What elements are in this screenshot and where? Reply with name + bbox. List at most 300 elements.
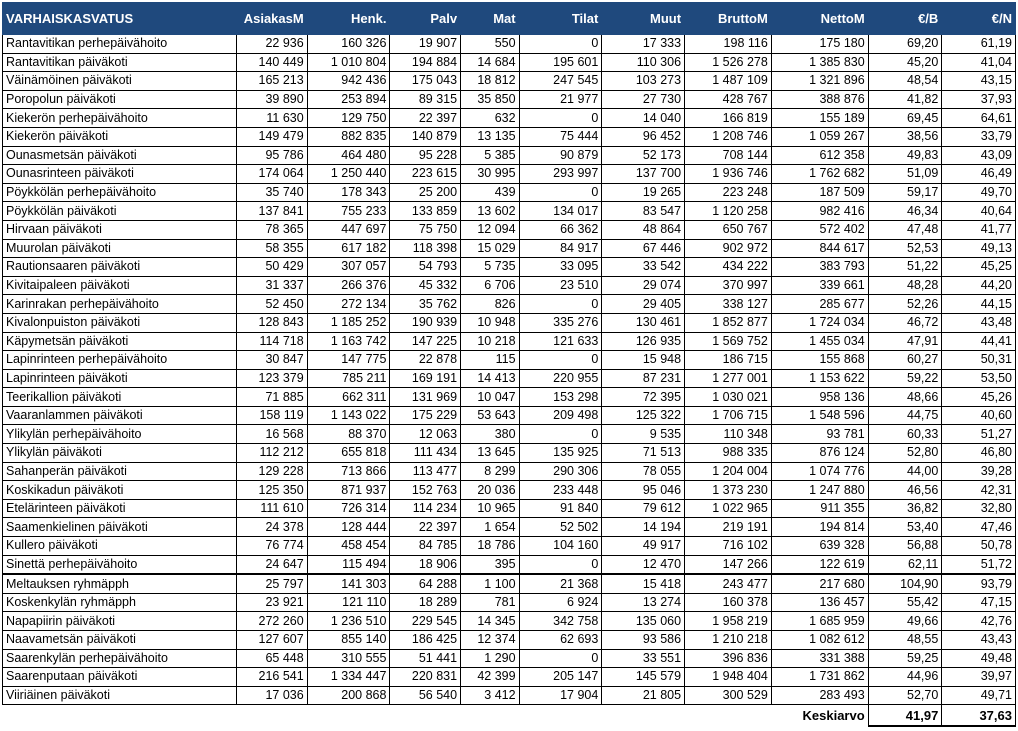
henk-cell: 178 343	[307, 183, 390, 202]
tilat-cell: 135 925	[519, 444, 602, 463]
asiakasm-cell: 127 607	[237, 631, 308, 650]
name-cell: Kivitaipaleen päiväkoti	[3, 276, 237, 295]
table-row	[3, 499, 1016, 518]
henk-cell: 200 868	[307, 686, 390, 705]
bruttom-cell: 166 819	[685, 109, 772, 128]
name-cell: Saamenkielinen päiväkoti	[3, 518, 237, 537]
table-row	[3, 425, 1016, 444]
name-cell: Kiekerön perhepäivähoito	[3, 109, 237, 128]
mat-cell: 1 290	[461, 649, 520, 668]
eur-n-cell: 43,43	[942, 631, 1016, 650]
palv-cell: 175 229	[390, 406, 461, 425]
nettom-cell: 1 321 896	[771, 72, 868, 91]
asiakasm-cell: 50 429	[237, 258, 308, 277]
palv-cell: 229 545	[390, 612, 461, 631]
henk-cell: 266 376	[307, 276, 390, 295]
eur-b-cell: 104,90	[868, 574, 942, 593]
muut-cell: 126 935	[602, 332, 685, 351]
bruttom-cell: 1 204 004	[685, 462, 772, 481]
eur-n-cell: 39,97	[942, 668, 1016, 687]
palv-cell: 223 615	[390, 165, 461, 184]
nettom-cell: 982 416	[771, 202, 868, 221]
mat-cell: 1 100	[461, 574, 520, 593]
palv-cell: 95 228	[390, 146, 461, 165]
palv-cell: 75 750	[390, 220, 461, 239]
tilat-cell: 205 147	[519, 668, 602, 687]
eur-b-cell: 48,55	[868, 631, 942, 650]
eur-n-cell: 43,09	[942, 146, 1016, 165]
name-cell: Rantavitikan perhepäivähoito	[3, 35, 237, 54]
tilat-cell: 134 017	[519, 202, 602, 221]
henk-cell: 464 480	[307, 146, 390, 165]
eur-n-cell: 45,26	[942, 388, 1016, 407]
bruttom-cell: 1 958 219	[685, 612, 772, 631]
eur-b-cell: 51,09	[868, 165, 942, 184]
nettom-cell: 1 385 830	[771, 53, 868, 72]
asiakasm-cell: 128 843	[237, 313, 308, 332]
palv-cell: 19 907	[390, 35, 461, 54]
table-row	[3, 220, 1016, 239]
bruttom-cell: 1 373 230	[685, 481, 772, 500]
mat-cell: 13 135	[461, 127, 520, 146]
eur-b-cell: 38,56	[868, 127, 942, 146]
mat-cell: 632	[461, 109, 520, 128]
palv-cell: 22 397	[390, 109, 461, 128]
palv-cell: 18 906	[390, 555, 461, 574]
mat-cell: 14 345	[461, 612, 520, 631]
eur-b-cell: 52,70	[868, 686, 942, 705]
eur-n-cell: 43,15	[942, 72, 1016, 91]
henk-cell: 1 250 440	[307, 165, 390, 184]
name-cell: Pöykkölän päiväkoti	[3, 202, 237, 221]
palv-cell: 220 831	[390, 668, 461, 687]
asiakasm-cell: 149 479	[237, 127, 308, 146]
eur-n-cell: 49,70	[942, 183, 1016, 202]
palv-cell: 25 200	[390, 183, 461, 202]
asiakasm-cell: 216 541	[237, 668, 308, 687]
col-header-henk: Henk.	[307, 3, 390, 35]
table-row	[3, 444, 1016, 463]
bruttom-cell: 1 120 258	[685, 202, 772, 221]
eur-n-cell: 45,25	[942, 258, 1016, 277]
henk-cell: 1 010 804	[307, 53, 390, 72]
asiakasm-cell: 35 740	[237, 183, 308, 202]
col-header-nettom: NettoM	[771, 3, 868, 35]
bruttom-cell: 110 348	[685, 425, 772, 444]
tilat-cell: 293 997	[519, 165, 602, 184]
eur-b-cell: 62,11	[868, 555, 942, 574]
asiakasm-cell: 39 890	[237, 90, 308, 109]
nettom-cell: 1 074 776	[771, 462, 868, 481]
palv-cell: 89 315	[390, 90, 461, 109]
eur-n-cell: 49,13	[942, 239, 1016, 258]
table-row	[3, 351, 1016, 370]
muut-cell: 9 535	[602, 425, 685, 444]
tilat-cell: 33 095	[519, 258, 602, 277]
nettom-cell: 1 153 622	[771, 369, 868, 388]
mat-cell: 826	[461, 295, 520, 314]
name-cell: Rautionsaaren päiväkoti	[3, 258, 237, 277]
tilat-cell: 0	[519, 425, 602, 444]
henk-cell: 272 134	[307, 295, 390, 314]
name-cell: Kullero päiväkoti	[3, 537, 237, 556]
muut-cell: 14 194	[602, 518, 685, 537]
bruttom-cell: 338 127	[685, 295, 772, 314]
asiakasm-cell: 65 448	[237, 649, 308, 668]
eur-b-cell: 52,80	[868, 444, 942, 463]
table-row	[3, 258, 1016, 277]
muut-cell: 130 461	[602, 313, 685, 332]
eur-n-cell: 61,19	[942, 35, 1016, 54]
muut-cell: 33 551	[602, 649, 685, 668]
palv-cell: 22 878	[390, 351, 461, 370]
asiakasm-cell: 125 350	[237, 481, 308, 500]
asiakasm-cell: 165 213	[237, 72, 308, 91]
name-cell: Etelärinteen päiväkoti	[3, 499, 237, 518]
nettom-cell: 572 402	[771, 220, 868, 239]
eur-b-cell: 60,27	[868, 351, 942, 370]
eur-b-cell: 51,22	[868, 258, 942, 277]
tilat-cell: 0	[519, 295, 602, 314]
table-row	[3, 109, 1016, 128]
nettom-cell: 136 457	[771, 593, 868, 612]
tilat-cell: 153 298	[519, 388, 602, 407]
muut-cell: 33 542	[602, 258, 685, 277]
nettom-cell: 155 868	[771, 351, 868, 370]
table-body	[3, 35, 1016, 705]
henk-cell: 129 750	[307, 109, 390, 128]
palv-cell: 111 434	[390, 444, 461, 463]
henk-cell: 128 444	[307, 518, 390, 537]
muut-cell: 52 173	[602, 146, 685, 165]
palv-cell: 133 859	[390, 202, 461, 221]
bruttom-cell: 1 936 746	[685, 165, 772, 184]
tilat-cell: 195 601	[519, 53, 602, 72]
mat-cell: 42 399	[461, 668, 520, 687]
henk-cell: 871 937	[307, 481, 390, 500]
muut-cell: 12 470	[602, 555, 685, 574]
muut-cell: 13 274	[602, 593, 685, 612]
mat-cell: 10 047	[461, 388, 520, 407]
table-row	[3, 202, 1016, 221]
table-row	[3, 239, 1016, 258]
palv-cell: 131 969	[390, 388, 461, 407]
tilat-cell: 121 633	[519, 332, 602, 351]
nettom-cell: 1 082 612	[771, 631, 868, 650]
bruttom-cell: 160 378	[685, 593, 772, 612]
palv-cell: 54 793	[390, 258, 461, 277]
bruttom-cell: 708 144	[685, 146, 772, 165]
name-cell: Ounasmetsän päiväkoti	[3, 146, 237, 165]
col-header-mat: Mat	[461, 3, 520, 35]
name-cell: Kiekerön päiväkoti	[3, 127, 237, 146]
eur-b-cell: 69,45	[868, 109, 942, 128]
henk-cell: 655 818	[307, 444, 390, 463]
mat-cell: 53 643	[461, 406, 520, 425]
henk-cell: 253 894	[307, 90, 390, 109]
eur-n-cell: 42,31	[942, 481, 1016, 500]
nettom-cell: 331 388	[771, 649, 868, 668]
table-row	[3, 127, 1016, 146]
muut-cell: 49 917	[602, 537, 685, 556]
bruttom-cell: 1 487 109	[685, 72, 772, 91]
muut-cell: 78 055	[602, 462, 685, 481]
name-cell: Saarenkylän perhepäivähoito	[3, 649, 237, 668]
tilat-cell: 0	[519, 555, 602, 574]
tilat-cell: 0	[519, 649, 602, 668]
mat-cell: 5 735	[461, 258, 520, 277]
nettom-cell: 1 685 959	[771, 612, 868, 631]
asiakasm-cell: 11 630	[237, 109, 308, 128]
tilat-cell: 0	[519, 109, 602, 128]
bruttom-cell: 243 477	[685, 574, 772, 593]
eur-b-cell: 52,26	[868, 295, 942, 314]
muut-cell: 93 586	[602, 631, 685, 650]
name-cell: Teerikallion päiväkoti	[3, 388, 237, 407]
table-row	[3, 555, 1016, 574]
bruttom-cell: 428 767	[685, 90, 772, 109]
mat-cell: 13 602	[461, 202, 520, 221]
asiakasm-cell: 23 921	[237, 593, 308, 612]
henk-cell: 755 233	[307, 202, 390, 221]
eur-n-cell: 51,27	[942, 425, 1016, 444]
table-row	[3, 146, 1016, 165]
table-footer	[3, 705, 1016, 727]
asiakasm-cell: 24 378	[237, 518, 308, 537]
eur-b-cell: 44,96	[868, 668, 942, 687]
table-row	[3, 612, 1016, 631]
nettom-cell: 911 355	[771, 499, 868, 518]
henk-cell: 115 494	[307, 555, 390, 574]
palv-cell: 51 441	[390, 649, 461, 668]
asiakasm-cell: 52 450	[237, 295, 308, 314]
asiakasm-cell: 24 647	[237, 555, 308, 574]
henk-cell: 310 555	[307, 649, 390, 668]
eur-n-cell: 37,93	[942, 90, 1016, 109]
muut-cell: 87 231	[602, 369, 685, 388]
henk-cell: 1 163 742	[307, 332, 390, 351]
bruttom-cell: 1 948 404	[685, 668, 772, 687]
table-row	[3, 72, 1016, 91]
name-cell: Kivalonpuiston päiväkoti	[3, 313, 237, 332]
henk-cell: 147 775	[307, 351, 390, 370]
palv-cell: 56 540	[390, 686, 461, 705]
palv-cell: 190 939	[390, 313, 461, 332]
asiakasm-cell: 272 260	[237, 612, 308, 631]
eur-b-cell: 46,56	[868, 481, 942, 500]
table-row	[3, 631, 1016, 650]
average-label: Keskiarvo	[802, 708, 865, 724]
bruttom-cell: 650 767	[685, 220, 772, 239]
mat-cell: 10 218	[461, 332, 520, 351]
name-cell: Ylikylän perhepäivähoito	[3, 425, 237, 444]
name-cell: Vaaranlammen päiväkoti	[3, 406, 237, 425]
eur-b-cell: 36,82	[868, 499, 942, 518]
eur-n-cell: 32,80	[942, 499, 1016, 518]
eur-n-cell: 33,79	[942, 127, 1016, 146]
eur-b-cell: 69,20	[868, 35, 942, 54]
eur-n-cell: 64,61	[942, 109, 1016, 128]
average-eur-n: 37,63	[942, 705, 1016, 727]
bruttom-cell: 1 569 752	[685, 332, 772, 351]
eur-n-cell: 44,41	[942, 332, 1016, 351]
asiakasm-cell: 95 786	[237, 146, 308, 165]
mat-cell: 1 654	[461, 518, 520, 537]
muut-cell: 71 513	[602, 444, 685, 463]
muut-cell: 110 306	[602, 53, 685, 72]
table-row	[3, 332, 1016, 351]
eur-n-cell: 40,60	[942, 406, 1016, 425]
tilat-cell: 84 917	[519, 239, 602, 258]
palv-cell: 152 763	[390, 481, 461, 500]
mat-cell: 14 413	[461, 369, 520, 388]
eur-b-cell: 49,66	[868, 612, 942, 631]
name-cell: Käpymetsän päiväkoti	[3, 332, 237, 351]
asiakasm-cell: 129 228	[237, 462, 308, 481]
muut-cell: 83 547	[602, 202, 685, 221]
palv-cell: 84 785	[390, 537, 461, 556]
col-header-bruttom: BruttoM	[685, 3, 772, 35]
bruttom-cell: 1 706 715	[685, 406, 772, 425]
tilat-cell: 290 306	[519, 462, 602, 481]
nettom-cell: 285 677	[771, 295, 868, 314]
mat-cell: 12 374	[461, 631, 520, 650]
bruttom-cell: 186 715	[685, 351, 772, 370]
eur-b-cell: 59,22	[868, 369, 942, 388]
eur-b-cell: 48,54	[868, 72, 942, 91]
palv-cell: 118 398	[390, 239, 461, 258]
mat-cell: 8 299	[461, 462, 520, 481]
muut-cell: 27 730	[602, 90, 685, 109]
henk-cell: 726 314	[307, 499, 390, 518]
bruttom-cell: 396 836	[685, 649, 772, 668]
eur-b-cell: 46,72	[868, 313, 942, 332]
name-cell: Viiriäinen päiväkoti	[3, 686, 237, 705]
henk-cell: 855 140	[307, 631, 390, 650]
mat-cell: 18 812	[461, 72, 520, 91]
muut-cell: 103 273	[602, 72, 685, 91]
eur-n-cell: 42,76	[942, 612, 1016, 631]
palv-cell: 22 397	[390, 518, 461, 537]
eur-n-cell: 49,71	[942, 686, 1016, 705]
asiakasm-cell: 22 936	[237, 35, 308, 54]
palv-cell: 35 762	[390, 295, 461, 314]
muut-cell: 72 395	[602, 388, 685, 407]
nettom-cell: 155 189	[771, 109, 868, 128]
table-row	[3, 668, 1016, 687]
henk-cell: 882 835	[307, 127, 390, 146]
muut-cell: 17 333	[602, 35, 685, 54]
tilat-cell: 247 545	[519, 72, 602, 91]
palv-cell: 175 043	[390, 72, 461, 91]
nettom-cell: 1 247 880	[771, 481, 868, 500]
asiakasm-cell: 78 365	[237, 220, 308, 239]
tilat-cell: 90 879	[519, 146, 602, 165]
mat-cell: 380	[461, 425, 520, 444]
nettom-cell: 1 762 682	[771, 165, 868, 184]
muut-cell: 21 805	[602, 686, 685, 705]
nettom-cell: 958 136	[771, 388, 868, 407]
henk-cell: 1 334 447	[307, 668, 390, 687]
table-row	[3, 165, 1016, 184]
name-cell: Naavametsän päiväkoti	[3, 631, 237, 650]
muut-cell: 95 046	[602, 481, 685, 500]
henk-cell: 141 303	[307, 574, 390, 593]
nettom-cell: 194 814	[771, 518, 868, 537]
bruttom-cell: 219 191	[685, 518, 772, 537]
asiakasm-cell: 16 568	[237, 425, 308, 444]
muut-cell: 96 452	[602, 127, 685, 146]
tilat-cell: 21 368	[519, 574, 602, 593]
nettom-cell: 844 617	[771, 239, 868, 258]
eur-n-cell: 44,15	[942, 295, 1016, 314]
mat-cell: 10 965	[461, 499, 520, 518]
tilat-cell: 220 955	[519, 369, 602, 388]
bruttom-cell: 223 248	[685, 183, 772, 202]
eur-n-cell: 43,48	[942, 313, 1016, 332]
asiakasm-cell: 137 841	[237, 202, 308, 221]
nettom-cell: 1 724 034	[771, 313, 868, 332]
name-cell: Rantavitikan päiväkoti	[3, 53, 237, 72]
nettom-cell: 187 509	[771, 183, 868, 202]
muut-cell: 14 040	[602, 109, 685, 128]
name-cell: Saarenputaan päiväkoti	[3, 668, 237, 687]
col-header-eur-b: €/B	[868, 3, 942, 35]
mat-cell: 3 412	[461, 686, 520, 705]
eur-b-cell: 49,83	[868, 146, 942, 165]
henk-cell: 160 326	[307, 35, 390, 54]
nettom-cell: 122 619	[771, 555, 868, 574]
nettom-cell: 383 793	[771, 258, 868, 277]
asiakasm-cell: 174 064	[237, 165, 308, 184]
name-cell: Ounasrinteen päiväkoti	[3, 165, 237, 184]
asiakasm-cell: 158 119	[237, 406, 308, 425]
eur-n-cell: 51,72	[942, 555, 1016, 574]
muut-cell: 137 700	[602, 165, 685, 184]
bruttom-cell: 1 030 021	[685, 388, 772, 407]
col-header-palv: Palv	[390, 3, 461, 35]
bruttom-cell: 1 852 877	[685, 313, 772, 332]
henk-cell: 121 110	[307, 593, 390, 612]
name-cell: Koskenkylän ryhmäpph	[3, 593, 237, 612]
eur-b-cell: 59,25	[868, 649, 942, 668]
palv-cell: 64 288	[390, 574, 461, 593]
eur-n-cell: 49,48	[942, 649, 1016, 668]
asiakasm-cell: 25 797	[237, 574, 308, 593]
table-row	[3, 53, 1016, 72]
henk-cell: 617 182	[307, 239, 390, 258]
eur-b-cell: 56,88	[868, 537, 942, 556]
mat-cell: 12 094	[461, 220, 520, 239]
eur-n-cell: 41,04	[942, 53, 1016, 72]
bruttom-cell: 198 116	[685, 35, 772, 54]
nettom-cell: 339 661	[771, 276, 868, 295]
asiakasm-cell: 140 449	[237, 53, 308, 72]
tilat-cell: 66 362	[519, 220, 602, 239]
eur-b-cell: 60,33	[868, 425, 942, 444]
palv-cell: 169 191	[390, 369, 461, 388]
mat-cell: 439	[461, 183, 520, 202]
bruttom-cell: 716 102	[685, 537, 772, 556]
tilat-cell: 0	[519, 35, 602, 54]
table-row	[3, 686, 1016, 705]
nettom-cell: 175 180	[771, 35, 868, 54]
eur-n-cell: 50,78	[942, 537, 1016, 556]
col-header-eur-n: €/N	[942, 3, 1016, 35]
table-row	[3, 183, 1016, 202]
mat-cell: 20 036	[461, 481, 520, 500]
table-header	[3, 3, 1016, 35]
